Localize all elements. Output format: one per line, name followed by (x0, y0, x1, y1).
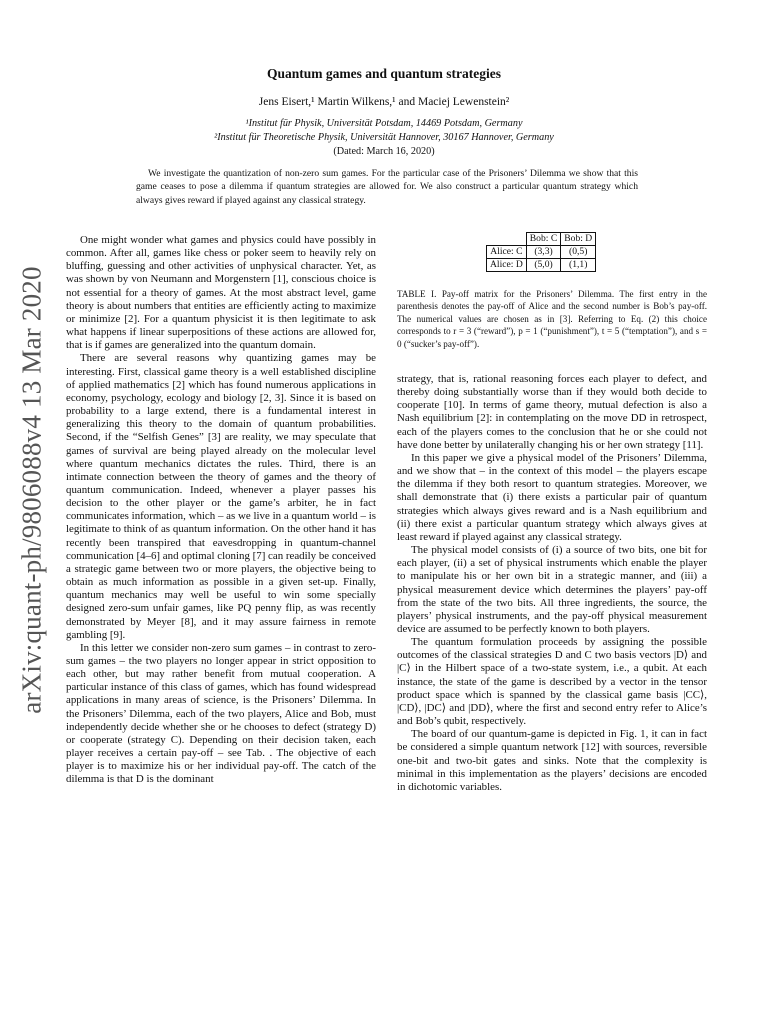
right-column (397, 373, 707, 794)
paragraph: The quantum formulation proceeds by assigning the possible outcomes of the classical strategies D and C two basis vectors |D⟩ and |C⟩ in the Hilbert space of a two-state system, i.e., a qubit. At each instance, the state of the game is described by a vector in the tensor product space which is spanned by the classical game basis |CC⟩, |CD⟩, |DC⟩ and |DD⟩, where the first and second entry refer to Alice’s and Bob’s qubit, respectively. (397, 636, 707, 728)
author-list: Jens Eisert,¹ Martin Wilkens,¹ and Maciej Lewenstein² (258, 96, 510, 108)
table-cell: (3,3) (526, 246, 560, 259)
table-caption: TABLE I. Pay-off matrix for the Prisoners’ Dilemma. The first entry in the parenthesis denotes the pay-off of Alice and the second number is Bob’s pay-off. The numerical values are chosen as in [3]. Referring to Eq. (2) this choice corresponds to r = 3 (“reward”), p = 1 (“punishment”), t = 5 (“temptation”), and s = 0 (“sucker’s pay-off”). (397, 289, 707, 349)
paragraph: The board of our quantum-game is depicted in Fig. 1, it can in fact be considered a simple quantum network [12] with sources, reversible one-bit and two-bit gates and sinks. Note that the complexity is minimal in this implementation as the players’ decisions are encoded in dichotomic variables. (397, 728, 707, 793)
payoff-table (486, 232, 596, 272)
affiliation-1: ¹Institut für Physik, Universität Potsdam, 14469 Potsdam, Germany (245, 118, 523, 129)
left-column (66, 234, 376, 787)
paragraph: In this letter we consider non-zero sum games – in contrast to zero-sum games – the two players no longer appear in strict opposition to each other, but may rather benefit from mutual cooperation. A particular instance of this class of games, which has found widespread applications in many areas of science, is the Prisoners’ Dilemma. In the Prisoners’ Dilemma, each of the two players, Alice and Bob, must independently decide whether she or he chooses to defect (strategy D) or cooperate (strategy C). Depending on their decision taken, each player receives a certain pay-off – see Tab. . The objective of each player is to maximize his or her individual pay-off. The catch of the dilemma is that D is the dominant (66, 641, 376, 786)
dated-line: (Dated: March 16, 2020) (333, 146, 435, 157)
table-corner (487, 233, 527, 246)
table-cell: (1,1) (561, 259, 596, 272)
paragraph: strategy, that is, rational reasoning forces each player to defect, and thereby doing substantially worse than if they would both decide to cooperate [10]. In terms of game theory, mutual defection is also a Nash equilibrium [2]: in contemplating on the move DD in retrospect, each of the players comes to the conclusion that he or she could not have done better by unilaterally changing his or her own strategy [11]. (397, 373, 707, 451)
arxiv-id: arXiv:quant-ph/9806088v4 13 Mar 2020 (16, 266, 47, 714)
paragraph: One might wonder what games and physics could have possibly in common. After all, games like chess or poker seem to heavily rely on bluffing, guessing and other activities of unphysical character. Yet, as was shown by von Neumann and Morgenstern [1], conscious choice is not essential for a theory of games. At the most abstract level, game theory is about numbers that entities are efficiently acting to maximize or minimize [2]. For a quantum physicist it is then legitimate to ask what happens if linear superpositions of these actions are allowed for, that is if games are generalized into the quantum domain. (66, 234, 376, 352)
abstract: We investigate the quantization of non-zero sum games. For the particular case of the Prisoners’ Dilemma we show that this game ceases to pose a dilemma if quantum strategies are allowed for. We also construct a particular quantum strategy which always gives reward if played against any classical strategy. (136, 168, 638, 206)
paragraph: There are several reasons why quantizing games may be interesting. First, classical game theory is a well established discipline of applied mathematics [2] which has found numerous applications in economy, psychology, ecology and biology [2, 3]. Since it is based on probability to a large extend, there is a fundamental interest in generalizing this theory to the domain of quantum probabilities. Second, if the “Selfish Genes” [3] are reality, we may speculate that games of survival are being played already on the molecular level where quantum mechanics dictates the rules. Third, there is an intimate connection between the theory of games and the theory of quantum communication. Indeed, whenever a player passes his decision to the other player or the game’s arbiter, he in fact communicates information, which – as we live in a quantum world – is legitimate to think of as quantum information. On the other hand it has recently been transpired that eavesdropping in quantum-channel communication [4–6] and optimal cloning [7] can readily be conceived a strategic game between two or more players, the objective being to obtain as much information as possible in a given set-up. Finally, quantum mechanics may well be useful to win some specially designed zero-sum unfair games, like PQ penny flip, as was recently demonstrated by Meyer [8], and it may assure fairness in remote gambling [9]. (66, 352, 376, 641)
paper-title: Quantum games and quantum strategies (266, 66, 502, 81)
table-header: Bob: C (526, 233, 560, 246)
affiliations (0, 117, 768, 145)
table-header: Bob: D (561, 233, 596, 246)
table-cell: (5,0) (526, 259, 560, 272)
arxiv-sidebar-stamp (12, 266, 52, 714)
table-row-label: Alice: D (487, 259, 527, 272)
table-cell: (0,5) (561, 246, 596, 259)
paragraph: The physical model consists of (i) a source of two bits, one bit for each player, (ii) a set of physical instruments which enable the player to manipulate his or her own bit in a strategic manner, and (iii) a physical measurement device which determines the players’ pay-off from the state of the two bits. All three ingredients, the source, the players’ physical instruments, and the pay-off physical measurement device are assumed to be perfectly known to both players. (397, 544, 707, 635)
affiliation-2: ²Institut für Theoretische Physik, Universität Hannover, 30167 Hannover, Germany (214, 132, 554, 143)
paragraph: In this paper we give a physical model of the Prisoners’ Dilemma, and we show that – in the context of this model – the players escape the dilemma if they both resort to quantum strategies. Moreover, we shall demonstrate that (i) there exists a particular pair of quantum strategies which always gives reward and is a Nash equilibrium and (ii) there exist a particular quantum strategy which always gives at least reward if played against any classical strategy. (397, 451, 707, 543)
table-row-label: Alice: C (487, 246, 527, 259)
